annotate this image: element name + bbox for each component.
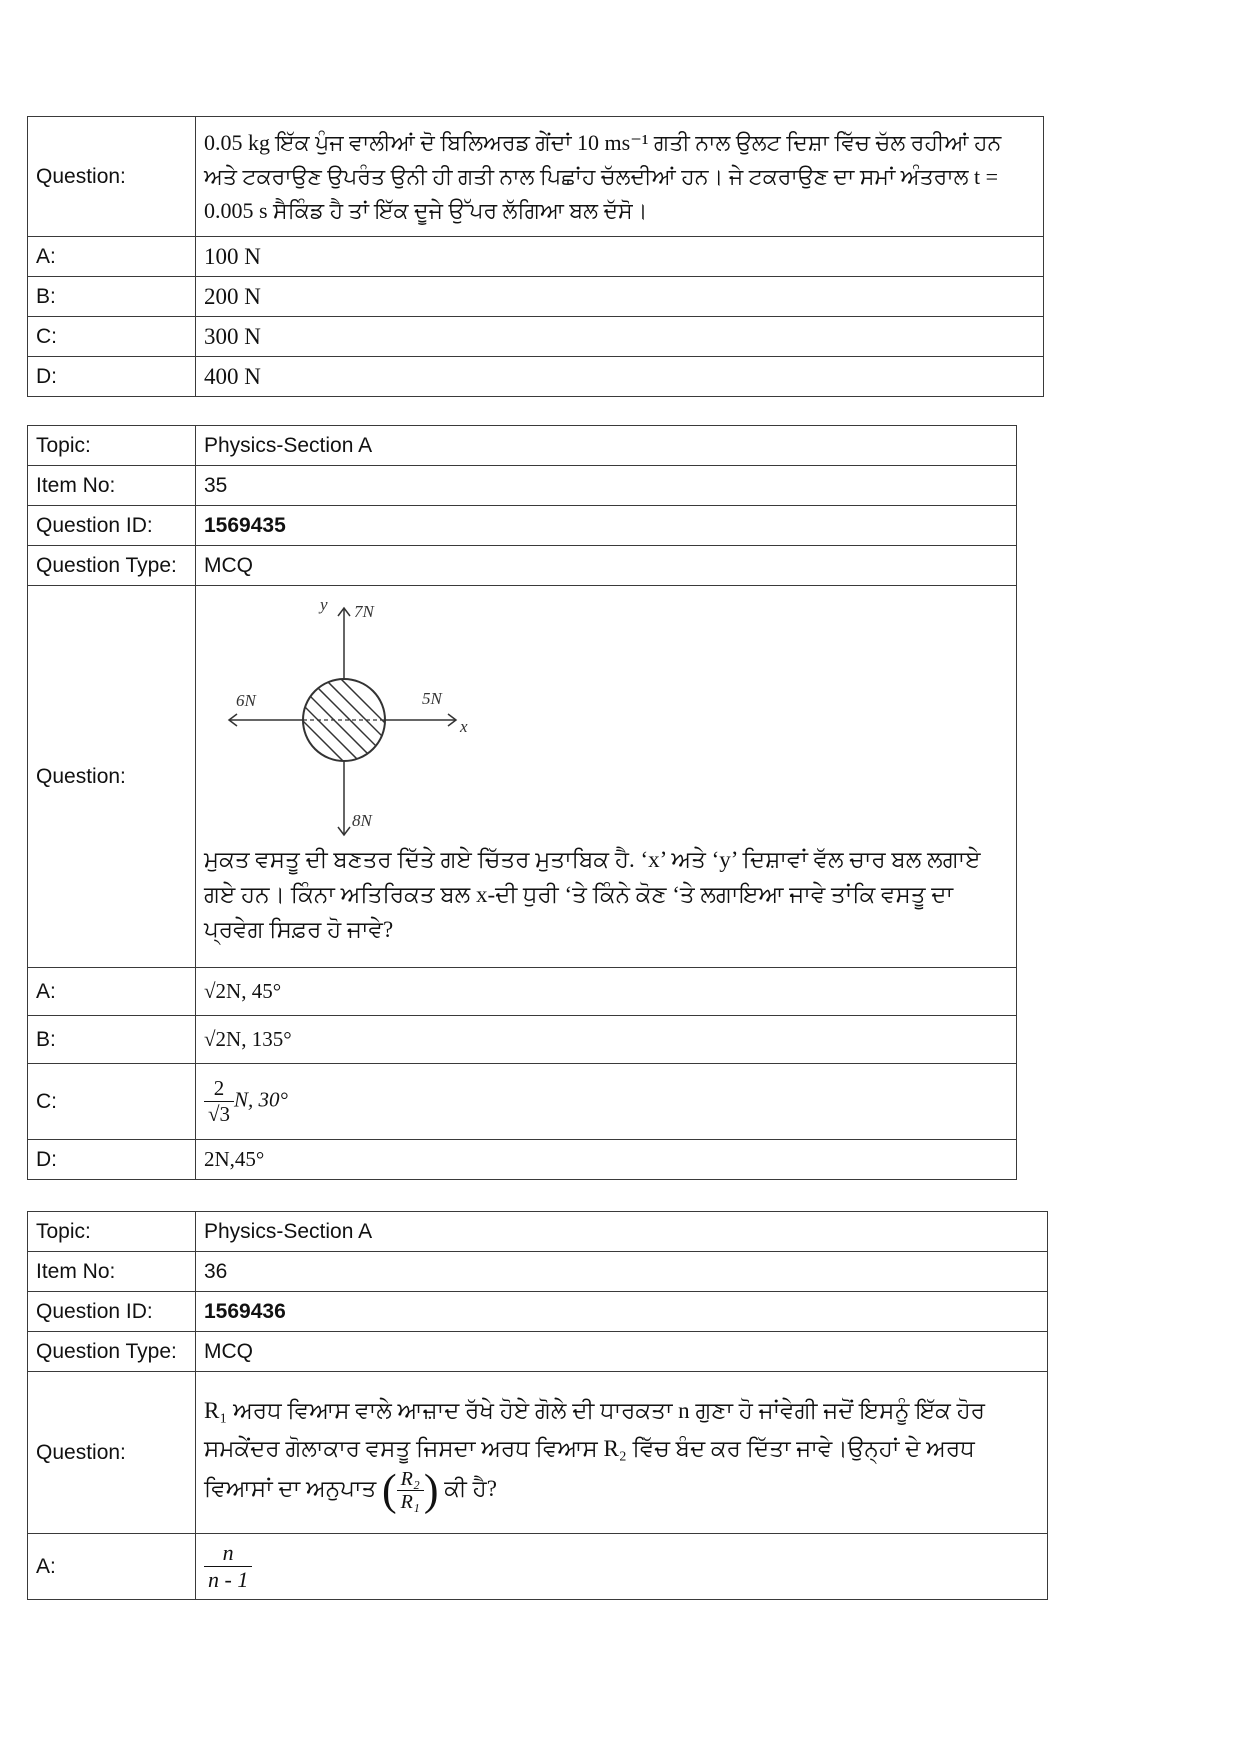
question-block-1 [27, 116, 1044, 397]
force-down-label: 8N [352, 811, 372, 830]
topic-label: Topic: [28, 426, 196, 466]
question-type-label: Question Type: [28, 546, 196, 586]
x-axis-label: x [460, 717, 468, 736]
free-body-diagram [204, 590, 484, 840]
option-c-text [196, 1064, 1017, 1140]
option-d-label: D: [28, 1140, 196, 1180]
question-block-3 [27, 1211, 1048, 1600]
question-tail: ਕੀ ਹੈ? [444, 1475, 497, 1501]
item-no-value: 35 [196, 466, 1017, 506]
option-a-text [196, 1534, 1048, 1600]
question-label: Question: [28, 586, 196, 968]
question-type-label: Question Type: [28, 1332, 196, 1372]
option-c-fraction [204, 1076, 234, 1127]
item-no-label: Item No: [28, 466, 196, 506]
fraction-numerator: 2 [213, 1076, 225, 1100]
option-b-label: B: [28, 1016, 196, 1064]
y-axis-label: y [320, 595, 328, 614]
option-b-text: 200 N [196, 277, 1044, 317]
option-a-label: A: [28, 237, 196, 277]
topic-value: Physics-Section A [196, 426, 1017, 466]
ratio-fraction [397, 1468, 424, 1513]
option-a-label: A: [28, 968, 196, 1016]
option-d-text: 2N,45° [196, 1140, 1017, 1180]
item-no-value: 36 [196, 1252, 1048, 1292]
question-id-value: 1569436 [196, 1292, 1048, 1332]
question-text: R₁ ਅਰਧ ਵਿਆਸ ਵਾਲੇ ਆਜ਼ਾਦ ਰੱਖੇ ਹੋਏ ਗੋਲੇ ਦੀ ਧਾਰਕਤਾ n ਗੁਣਾ ਹੋ ਜਾਂਵੇਗੀ ਜਦੋਂ ਇਸਨੂੰ ਇੱਕ ਹੋਰ ਸਮਕੇਂਦਰ ਗੋਲਾਕਾਰ ਵਸਤੂ ਜਿਸਦਾ ਅਰਧ ਵਿਆਸ R₂ ਵਿੱਚ ਬੰਦ ਕਰ ਦਿੱਤਾ ਜਾਵੇ।ਉਨ੍ਹਾਂ ਦੇ ਅਰਧ ਵਿਆਸਾਂ ਦਾ ਅਨੁਪਾਤ [204, 1398, 986, 1501]
option-a-fraction [204, 1540, 252, 1593]
option-d-text: 400 N [196, 357, 1044, 397]
option-a-text: √2N, 45° [196, 968, 1017, 1016]
option-a-label: A: [28, 1534, 196, 1600]
option-d-label: D: [28, 357, 196, 397]
fraction-denominator: n - 1 [204, 1566, 252, 1593]
question-cell [196, 586, 1017, 968]
ratio-denominator: R₁ [397, 1490, 424, 1513]
question-cell: R₁ ਅਰਧ ਵਿਆਸ ਵਾਲੇ ਆਜ਼ਾਦ ਰੱਖੇ ਹੋਏ ਗੋਲੇ ਦੀ ਧਾਰਕਤਾ n ਗੁਣਾ ਹੋ ਜਾਂਵੇਗੀ ਜਦੋਂ ਇਸਨੂੰ ਇੱਕ ਹੋਰ ਸਮਕੇਂਦਰ ਗੋਲਾਕਾਰ ਵਸਤੂ ਜਿਸਦਾ ਅਰਧ ਵਿਆਸ R₂ ਵਿੱਚ ਬੰਦ ਕਰ ਦਿੱਤਾ ਜਾਵੇ।ਉਨ੍ਹਾਂ ਦੇ ਅਰਧ ਵਿਆਸਾਂ ਦਾ ਅਨੁਪਾਤ ( $\frac{\text{R₂}}{\text{R₁}}$ ) ਕੀ ਹੈ? [196, 1372, 1048, 1534]
fraction-numerator: n [222, 1540, 234, 1565]
fraction-denominator: √3 [204, 1101, 234, 1127]
question-label: Question: [28, 1372, 196, 1534]
item-no-label: Item No: [28, 1252, 196, 1292]
topic-label: Topic: [28, 1212, 196, 1252]
question-type-value: MCQ [196, 1332, 1048, 1372]
option-b-label: B: [28, 277, 196, 317]
body-circle [303, 679, 385, 761]
option-c-label: C: [28, 1064, 196, 1140]
ratio-numerator: R₂ [400, 1468, 420, 1490]
question-id-value: 1569435 [196, 506, 1017, 546]
option-c-label: C: [28, 317, 196, 357]
question-block-2 [27, 425, 1017, 1180]
option-a-text: 100 N [196, 237, 1044, 277]
question-text: ਮੁਕਤ ਵਸਤੂ ਦੀ ਬਣਤਰ ਦਿੱਤੇ ਗਏ ਚਿੱਤਰ ਮੁਤਾਬਿਕ ਹੈ. ‘x’ ਅਤੇ ‘y’ ਦਿਸ਼ਾਵਾਂ ਵੱਲ ਚਾਰ ਬਲ ਲਗਾਏ ਗਏ ਹਨ। ਕਿੰਨਾ ਅਤਿਰਿਕਤ ਬਲ x-ਦੀ ਧੁਰੀ ‘ਤੇ ਕਿੰਨੇ ਕੋਣ ‘ਤੇ ਲਗਾਇਆ ਜਾਵੇ ਤਾਂਕਿ ਵਸਤੂ ਦਾ ਪ੍ਰਵੇਗ ਸਿਫ਼ਰ ਹੋ ਜਾਵੇ? [204, 847, 981, 942]
question-id-label: Question ID: [28, 1292, 196, 1332]
option-b-text: √2N, 135° [196, 1016, 1017, 1064]
question-id-label: Question ID: [28, 506, 196, 546]
force-up-label: 7N [354, 602, 374, 621]
question-label: Question: [28, 117, 196, 237]
question-type-value: MCQ [196, 546, 1017, 586]
option-c-text: 300 N [196, 317, 1044, 357]
option-c-rest: N, 30° [234, 1087, 288, 1112]
force-right-label: 5N [422, 689, 442, 708]
force-left-label: 6N [236, 691, 256, 710]
topic-value: Physics-Section A [196, 1212, 1048, 1252]
question-text: 0.05 kg ਇੱਕ ਪੁੰਜ ਵਾਲੀਆਂ ਦੋ ਬਿਲਿਅਰਡ ਗੇਂਦਾਂ 10 ms⁻¹ ਗਤੀ ਨਾਲ ਉਲਟ ਦਿਸ਼ਾ ਵਿੱਚ ਚੱਲ ਰਹੀਆਂ ਹਨ ਅਤੇ ਟਕਰਾਉਣ ਉਪਰੰਤ ਉਨੀ ਹੀ ਗਤੀ ਨਾਲ ਪਿਛਾਂਹ ਚੱਲਦੀਆਂ ਹਨ। ਜੇ ਟਕਰਾਉਣ ਦਾ ਸਮਾਂ ਅੰਤਰਾਲ t = 0.005 s ਸੈਕਿੰਡ ਹੈ ਤਾਂ ਇੱਕ ਦੂਜੇ ਉੱਪਰ ਲੱਗਿਆ ਬਲ ਦੱਸੋ। [196, 117, 1044, 237]
